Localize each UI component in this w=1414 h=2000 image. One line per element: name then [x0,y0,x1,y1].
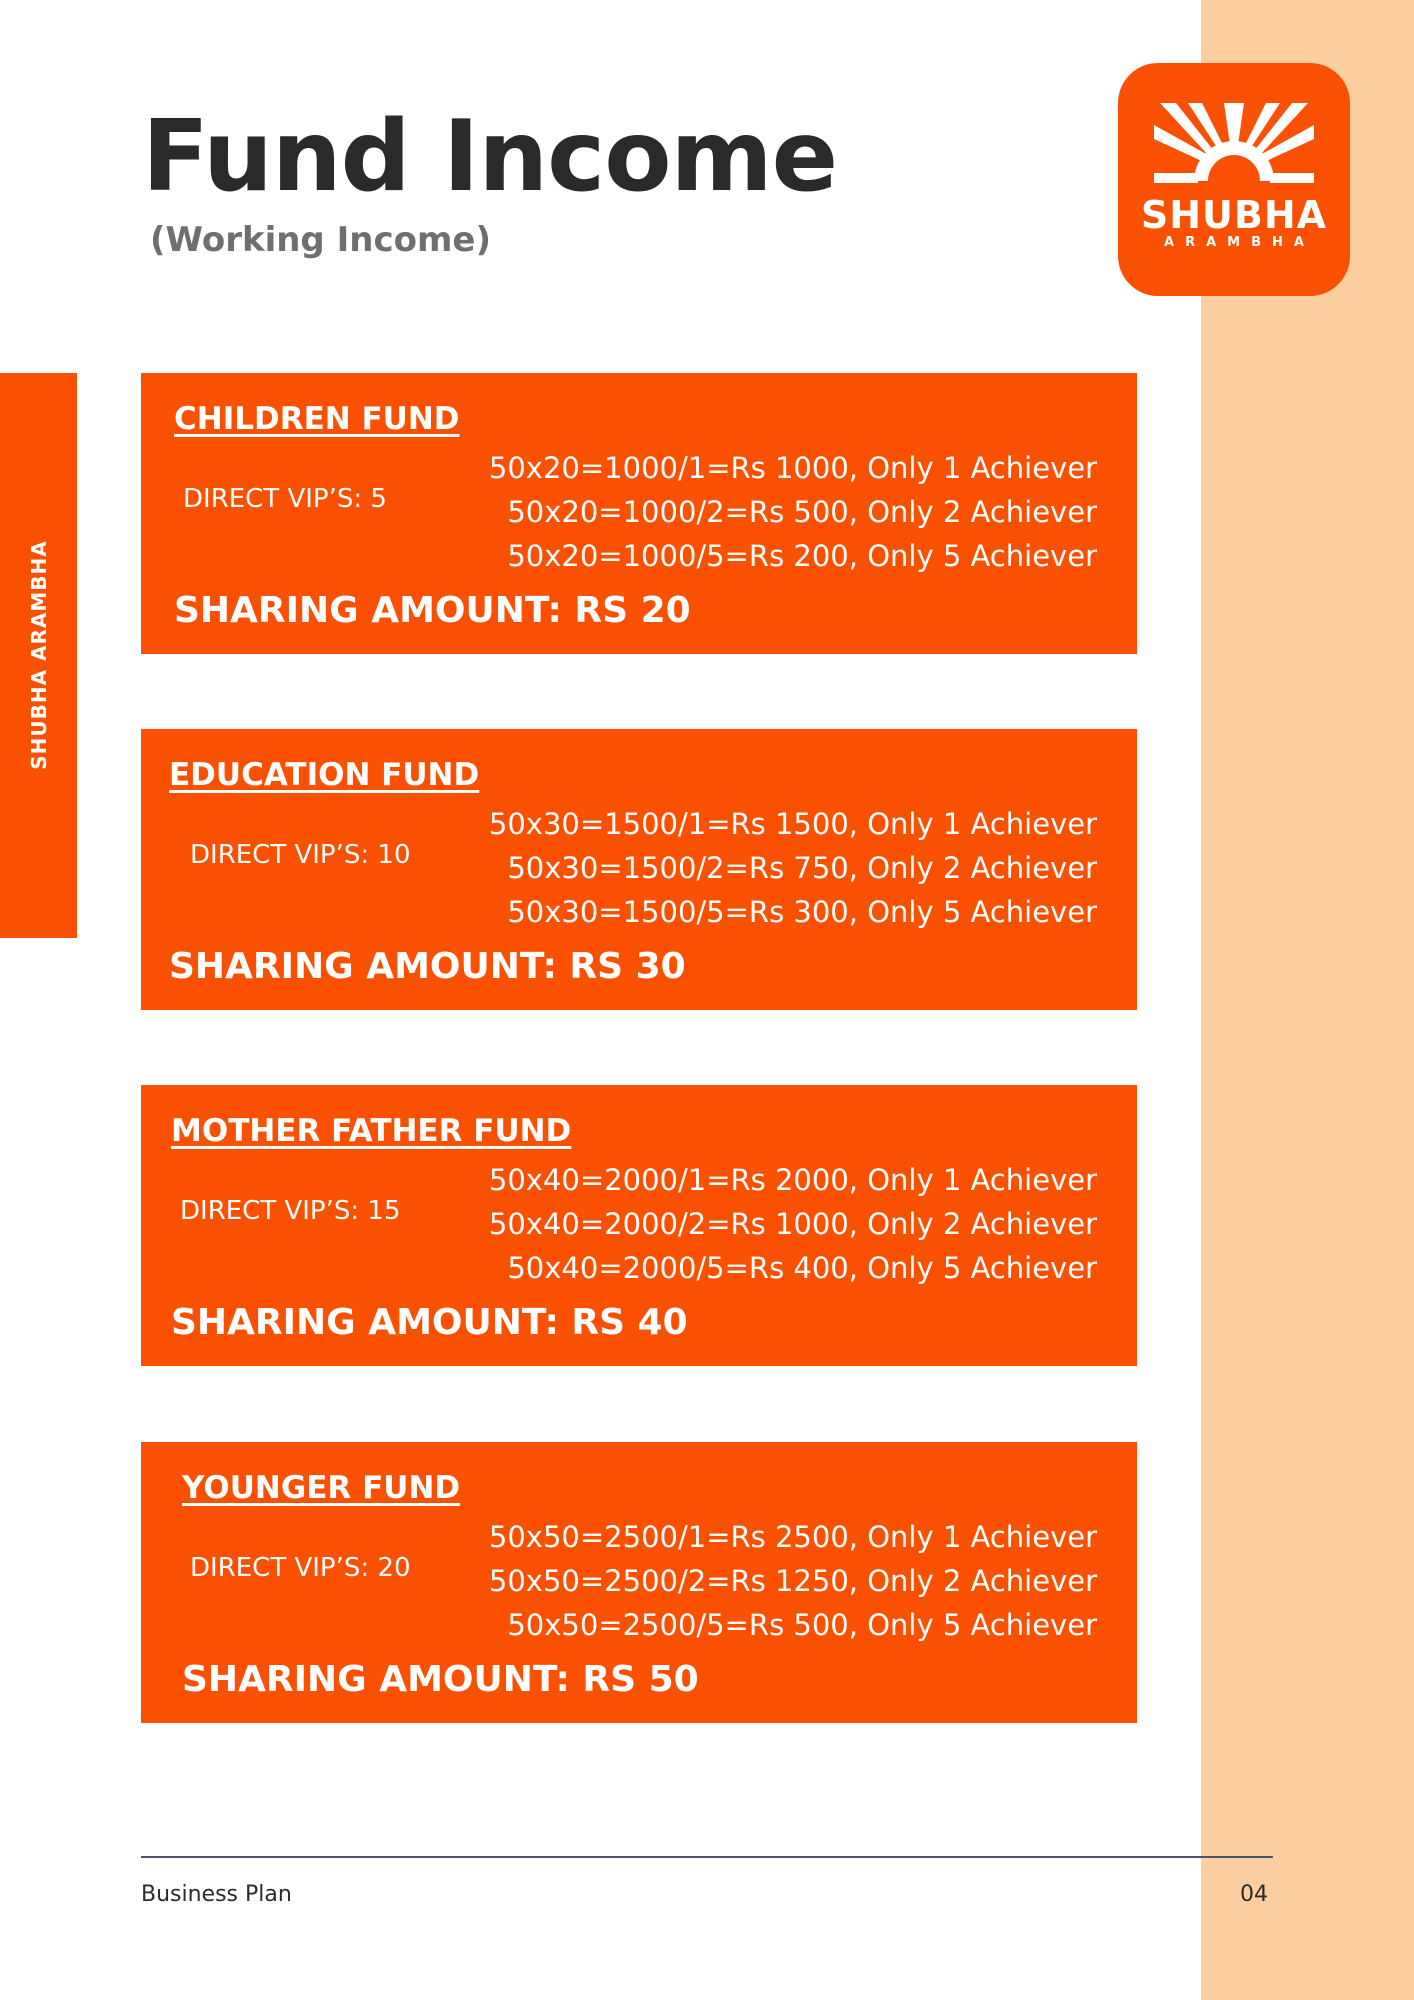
fund-breakdown [489,446,1097,578]
fund-line: 50x50=2500/1=Rs 2500, Only 1 Achiever [488,1520,1097,1554]
fund-line: 50x40=2000/1=Rs 2000, Only 1 Achiever [488,1163,1097,1197]
fund-line: 50x40=2000/2=Rs 1000, Only 2 Achiever [488,1207,1097,1241]
fund-card-mother-father [141,1085,1137,1366]
page-title: Fund Income [142,100,838,214]
fund-line: 50x30=1500/1=Rs 1500, Only 1 Achiever [488,807,1097,841]
fund-sharing-amount: SHARING AMOUNT: RS 50 [182,1659,699,1700]
fund-breakdown [489,1515,1097,1647]
fund-direct-vips: DIRECT VIP’S: 20 [190,1553,411,1583]
fund-card-younger [141,1442,1137,1723]
page-number: 04 [1240,1882,1268,1907]
footer-divider [141,1856,1273,1858]
fund-line: 50x50=2500/5=Rs 500, Only 5 Achiever [507,1608,1097,1642]
logo-tagline: ARAMBHA [1164,235,1315,250]
fund-breakdown [489,1158,1097,1290]
fund-line: 50x20=1000/2=Rs 500, Only 2 Achiever [507,495,1097,529]
fund-line: 50x50=2500/2=Rs 1250, Only 2 Achiever [488,1564,1097,1598]
logo-name: SHUBHA [1140,193,1328,237]
fund-line: 50x30=1500/5=Rs 300, Only 5 Achiever [507,895,1097,929]
fund-line: 50x30=1500/2=Rs 750, Only 2 Achiever [507,851,1097,885]
fund-card-education [141,729,1137,1010]
fund-title: YOUNGER FUND [182,1470,461,1506]
fund-title: CHILDREN FUND [174,401,460,437]
fund-sharing-amount: SHARING AMOUNT: RS 30 [169,946,686,987]
fund-direct-vips: DIRECT VIP’S: 10 [190,840,411,870]
footer-label: Business Plan [141,1882,292,1907]
fund-sharing-amount: SHARING AMOUNT: RS 20 [174,590,691,631]
fund-breakdown [489,802,1097,934]
fund-line: 50x20=1000/5=Rs 200, Only 5 Achiever [507,539,1097,573]
fund-direct-vips: DIRECT VIP’S: 5 [183,484,387,514]
brand-logo [1118,63,1350,296]
sunrise-icon [1148,103,1320,193]
page-subtitle: (Working Income) [150,220,491,260]
fund-line: 50x20=1000/1=Rs 1000, Only 1 Achiever [488,451,1097,485]
fund-direct-vips: DIRECT VIP’S: 15 [180,1196,401,1226]
fund-sharing-amount: SHARING AMOUNT: RS 40 [171,1302,688,1343]
side-tab-label: SHUBHA ARAMBHA [27,540,51,770]
fund-card-children [141,373,1137,654]
fund-title: MOTHER FATHER FUND [171,1113,572,1149]
fund-title: EDUCATION FUND [169,757,480,793]
fund-line: 50x40=2000/5=Rs 400, Only 5 Achiever [507,1251,1097,1285]
right-decorative-band [1201,0,1414,2000]
